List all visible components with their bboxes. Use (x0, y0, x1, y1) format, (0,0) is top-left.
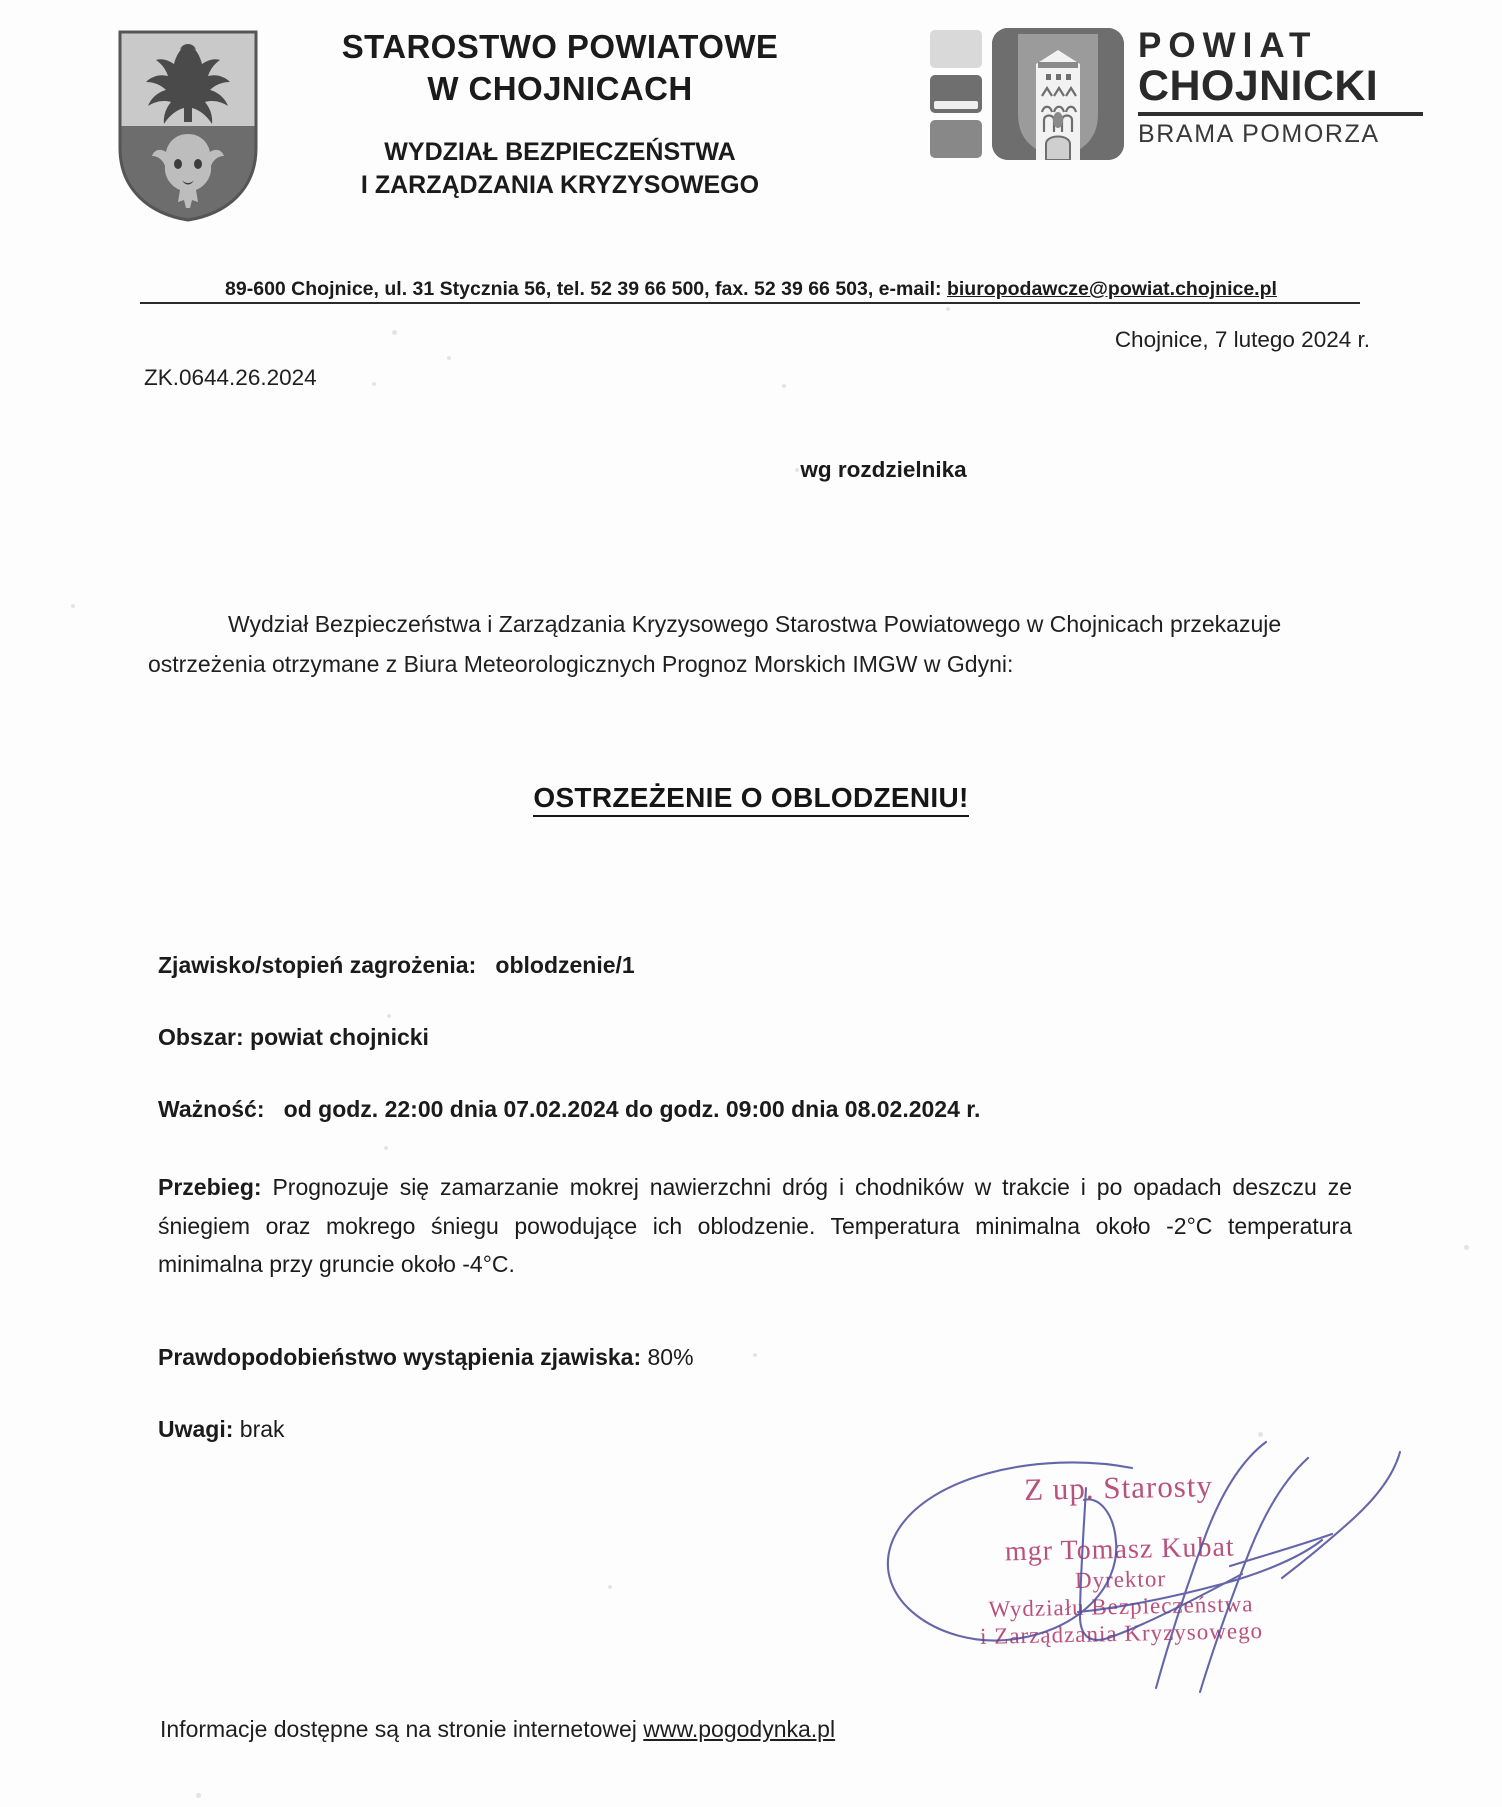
scan-speck (753, 1353, 757, 1357)
logo-word-powiat: POWIAT (1138, 26, 1318, 65)
field-validity-label: Ważność: (158, 1096, 265, 1122)
scan-speck (946, 307, 950, 311)
official-stamp (908, 1466, 1332, 1652)
scan-speck (384, 1146, 388, 1150)
powiat-chojnicki-logo (930, 18, 1430, 173)
footer-note (160, 1716, 835, 1743)
page-title (0, 782, 1502, 814)
department-line1: WYDZIAŁ BEZPIECZEŃSTWA (384, 138, 736, 167)
scan-speck (387, 1014, 391, 1018)
logo-bars-icon (930, 30, 982, 158)
field-course-label: Przebieg: (158, 1174, 262, 1200)
field-area-value: powiat chojnicki (250, 1024, 429, 1050)
field-validity (158, 1092, 980, 1127)
field-phenomenon-value: oblodzenie/1 (495, 952, 635, 978)
logo-word-chojnicki: CHOJNICKI (1138, 62, 1379, 110)
stamp-line-2: mgr Tomasz Kubat (1004, 1531, 1235, 1568)
scan-speck (372, 382, 376, 386)
contact-email[interactable]: biuropodawcze@powiat.chojnice.pl (946, 278, 1277, 300)
coat-of-arms-icon (118, 30, 258, 222)
document-header (0, 8, 1502, 258)
scan-speck (447, 356, 451, 360)
scan-speck (196, 1793, 201, 1798)
addressee: wg rozdzielnika (800, 457, 967, 482)
logo-tower-icon (992, 28, 1124, 160)
intro-paragraph: Wydział Bezpieczeństwa i Zarządzania Kryzysowego Starostwa Powiatowego w Chojnicach przekazuje ostrzeżenia otrzymane z Biura Meteorologicznych Prognoz Morskich IMGW w Gdyni: (148, 611, 1282, 677)
contact-address: 89-600 Chojnice, ul. 31 Stycznia 56, tel. 52 39 66 500, fax. 52 39 66 503, e-mail: (225, 278, 947, 300)
department-line2: I ZARZĄDZANIA KRYZYSOWEGO (360, 171, 760, 200)
reference-number: ZK.0644.26.2024 (144, 365, 317, 390)
logo-tagline: BRAMA POMORZA (1138, 119, 1380, 148)
footer-text: Informacje dostępne są na stronie internetowej (160, 1716, 644, 1742)
stamp-line-5: i Zarządzania Kryzysowego (979, 1618, 1264, 1649)
signature-block (900, 1440, 1460, 1720)
header-divider (140, 302, 1360, 304)
scan-speck (392, 330, 397, 335)
footer-url[interactable]: www.pogodynka.pl (643, 1716, 836, 1742)
organization-title-block (300, 26, 820, 202)
field-area (158, 1020, 429, 1055)
contact-bar (0, 278, 1502, 301)
org-title-line1: STAROSTWO POWIATOWE (341, 28, 779, 65)
stamp-line-4: Wydziału Bezpieczeństwa (988, 1591, 1254, 1622)
stamp-line-1: Z up. Starosty (1023, 1468, 1214, 1507)
field-remarks (158, 1412, 285, 1447)
field-course (158, 1168, 1352, 1284)
field-probability-label: Prawdopodobieństwo wystąpienia zjawiska: (158, 1344, 642, 1370)
field-course-value: Prognozuje się zamarzanie mokrej nawierzchni dróg i chodników w trakcie i po opadach deszczu ze śniegiem oraz mokrego śniegu powodujące ich oblodzenie. Temperatura minimalna około -2°C temperatura minimalna przy gruncie około -4°C. (158, 1174, 1352, 1278)
scan-speck (71, 604, 75, 608)
scan-speck (1464, 1245, 1469, 1250)
stamp-line-3: Dyrektor (1074, 1566, 1167, 1593)
scan-speck (795, 468, 799, 472)
page-title-text: OSTRZEŻENIE O OBLODZENIU! (533, 782, 968, 817)
scan-speck (782, 384, 786, 388)
field-validity-value: od godz. 22:00 dnia 07.02.2024 do godz. 09:00 dnia 08.02.2024 r. (283, 1096, 981, 1122)
field-probability-value: 80% (647, 1344, 694, 1370)
field-phenomenon-label: Zjawisko/stopień zagrożenia: (158, 952, 477, 978)
field-area-label: Obszar: (158, 1024, 244, 1050)
field-phenomenon (158, 948, 635, 983)
field-remarks-value: brak (239, 1416, 285, 1442)
field-probability (158, 1340, 694, 1375)
field-remarks-label: Uwagi: (158, 1416, 234, 1442)
scan-speck (608, 1585, 612, 1589)
place-and-date: Chojnice, 7 lutego 2024 r. (1114, 327, 1370, 352)
org-title-line2: W CHOJNICACH (427, 70, 693, 108)
logo-divider (1138, 112, 1423, 116)
scan-speck (1258, 1432, 1263, 1437)
